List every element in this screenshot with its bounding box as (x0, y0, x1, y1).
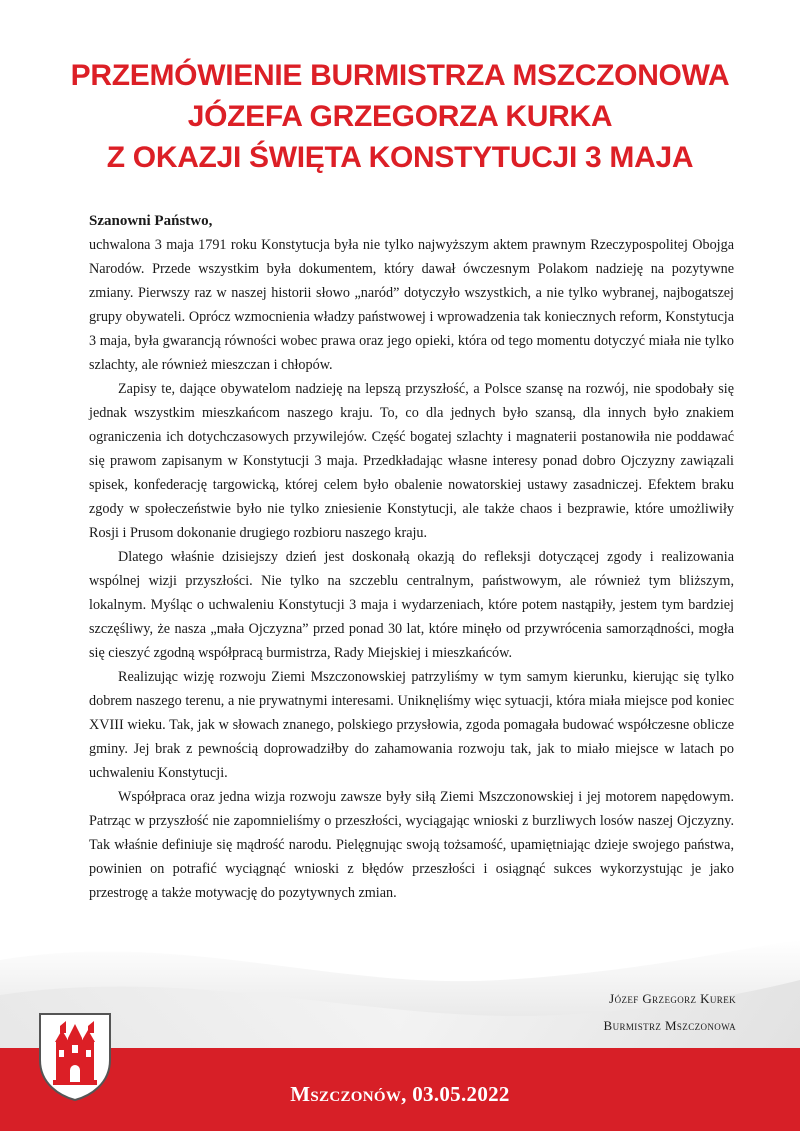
title-line-2: JÓZEFA GRZEGORZA KURKA (187, 100, 613, 133)
page-title (0, 55, 800, 178)
footer-date: Mszczonów, 03.05.2022 (290, 1082, 510, 1106)
signature (604, 985, 736, 1039)
greeting: Szanowni Państwo, (89, 213, 213, 229)
paragraph-3: Dlatego właśnie dzisiejszy dzień jest doskonałą okazją do refleksji dotyczącej zgody i realizowania wspólnej wizji przyszłości. Nie tylko na szczeblu centralnym, państwowym, ale również tym bliższym, lokalnym. Myśląc o uchwaleniu Konstytucji 3 maja i wydarzeniach, które potem nastąpiły, jestem tym bardziej szczęśliwy, że nasza „mała Ojczyzna” przed ponad 30 lat, które minęło od przywrócenia samorządności, mogła się cieszyć zgodną współpracą burmistrza, Rady Miejskiej i mieszkańców. (89, 549, 734, 661)
signature-name: Józef Grzegorz Kurek (609, 991, 736, 1006)
title-line-3: Z OKAZJI ŚWIĘTA KONSTYTUCJI 3 MAJA (106, 141, 694, 174)
paragraph-2: Zapisy te, dające obywatelom nadzieję na lepszą przyszłość, a Polsce szansę na rozwój, nie spodobały się jednak wszystkim mieszkańcom naszego kraju. To, co dla jednych było szansą, dla innych było znakiem ograniczenia ich dotychczasowych przywilejów. Część bogatej szlachty i magnaterii postanowiła nie poddawać się prawom zapisanym w Konstytucji 3 maja. Przedkładając własne interesy ponad dobro Ojczyzny zawiązali spisek, konfederację targowicką, której celem było obalenie nowatorskiej ustawy zasadniczej. Efektem braku zgody w społeczeństwie było nie tylko zniesienie Konstytucji, ale także chaos i bezprawie, które umożliwiły Rosji i Prusom dokonanie drugiego rozbioru naszego kraju. (89, 381, 734, 541)
paragraph-1: uchwalona 3 maja 1791 roku Konstytucja była nie tylko najwyższym aktem prawnym Rzeczypospolitej Obojga Narodów. Przede wszystkim była dokumentem, który dawał ówczesnym Polakom nadzieję na pozytywne zmiany. Pierwszy raz w naszej historii słowo „naród” dotyczyło wszystkich, a nie tylko wybranej, najbogatszej grupy obywateli. Oprócz wzmocnienia władzy państwowej i wprowadzenia tak koniecznych reform, Konstytucja 3 maja, była gwarancją równości wobec prawa oraz jego opieki, która od tego momentu dotyczyć miała nie tylko szlachty, ale również mieszczan i chłopów. (89, 237, 734, 373)
signature-role: Burmistrz Mszczonowa (603, 1018, 736, 1033)
paragraph-5: Współpraca oraz jedna wizja rozwoju zawsze były siłą Ziemi Mszczonowskiej i jej motorem napędowym. Patrząc w przyszłość nie zapomnieliśmy o przeszłości, wyciągając wnioski z burzliwych losów naszej Ojczyzny. Tak właśnie definiuje się mądrość narodu. Pielęgnując swoją tożsamość, upamiętniając dzieje swojego państwa, powinien on potrafić wyciągnąć wnioski z błędów przeszłości i osiągnąć sukces wykorzystując je jako przestrogę a także motywację do pozytywnych zmian. (89, 789, 734, 901)
coat-of-arms-icon (38, 1012, 112, 1102)
paragraph-4: Realizując wizję rozwoju Ziemi Mszczonowskiej patrzyliśmy w tym samym kierunku, kierując się tylko dobrem naszego terenu, a nie prywatnymi interesami. Uniknęliśmy więc sytuacji, która miała miejsce pod koniec XVIII wieku. Tak, jak w słowach znanego, polskiego przysłowia, zgoda pomagała budować współczesne oblicze gminy. Jej brak z pewnością doprowadziłby do zahamowania rozwoju tak, jak to miało miejsce w latach po uchwaleniu Konstytucji. (89, 669, 734, 781)
speech-body (89, 209, 734, 905)
title-line-1: PRZEMÓWIENIE BURMISTRZA MSZCZONOWA (70, 59, 730, 92)
